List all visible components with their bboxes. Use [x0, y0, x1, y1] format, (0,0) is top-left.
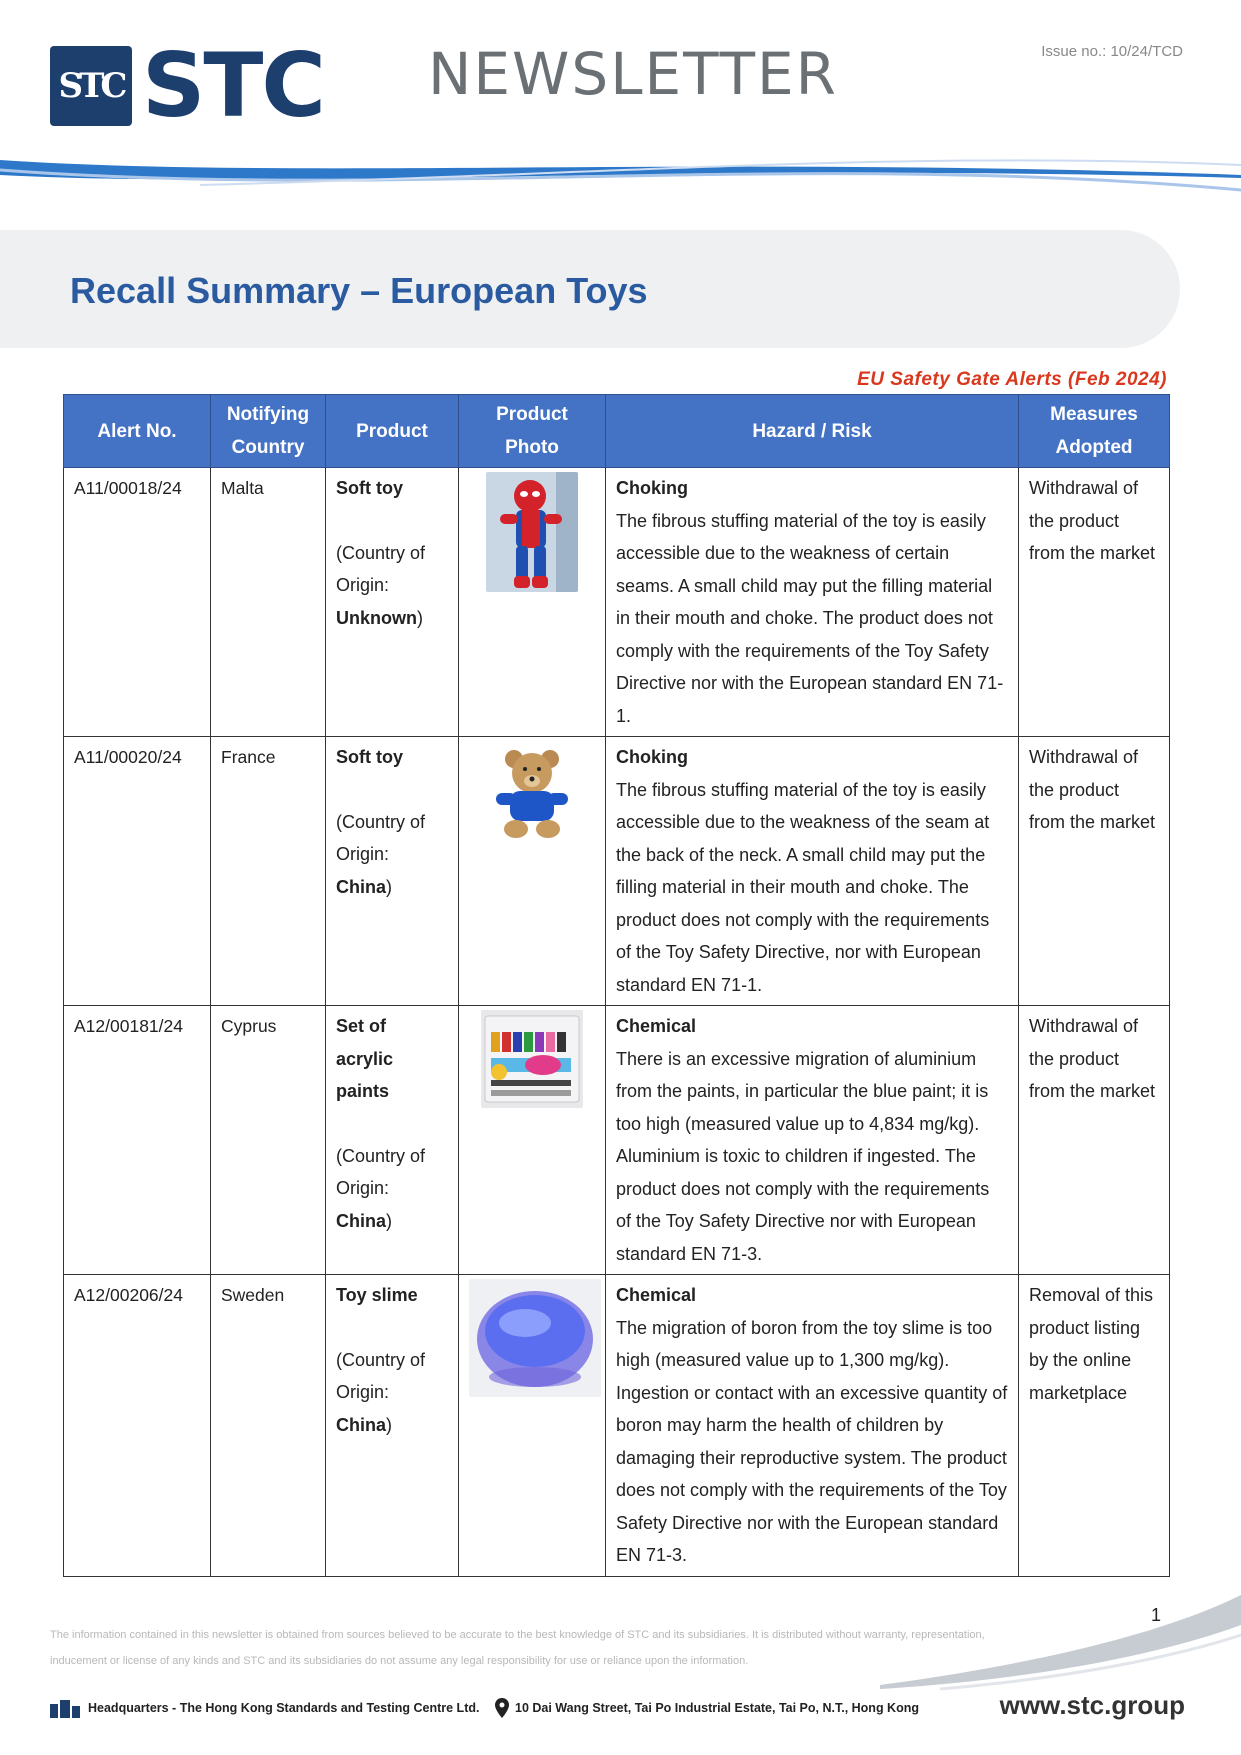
toy-slime-photo [469, 1279, 601, 1397]
product-cell: Set of acrylic paints (Country of Origin: China) [326, 1006, 459, 1275]
hazard-text: There is an excessive migration of aluminium from the paints, in particular the blue paint; it is too high (measured value up to 4,834 mg/kg). Aluminium is toxic to children if ingested. The product does not comply with the requirements of the Toy Safety Directive nor with European standard EN 71-3. [616, 1048, 990, 1264]
address-info [495, 1698, 919, 1718]
hazard-title: Choking [616, 478, 688, 498]
hazard-text: The fibrous stuffing material of the toy is easily accessible due to the weakness of the seam at the back of the neck. A small child may put the filling material in their mouth and choke. The product does not comply with the requirements of the Toy Safety Directive, nor with European standard EN 71-1. [616, 779, 990, 995]
table-header-row [64, 395, 1170, 468]
address-text: 10 Dai Wang Street, Tai Po Industrial Estate, Tai Po, N.T., Hong Kong [515, 1701, 919, 1715]
hazard-cell [606, 468, 1019, 737]
photo-cell [459, 468, 606, 737]
origin-prefix: (Country of Origin: [336, 1349, 426, 1402]
measures-cell: Withdrawal of the product from the market [1019, 468, 1170, 737]
measures-cell: Withdrawal of the product from the market [1019, 737, 1170, 1006]
alert-no-cell: A11/00018/24 [64, 468, 211, 737]
building-icon [48, 1698, 82, 1718]
header-swoosh-decoration [0, 130, 1241, 210]
product-name: Soft toy [336, 747, 403, 767]
alert-no-cell: A11/00020/24 [64, 737, 211, 1006]
page-number: 1 [1150, 1605, 1161, 1625]
header-product-photo: Product Photo [459, 395, 606, 468]
origin-value: China [336, 1414, 387, 1435]
website-link[interactable]: www.stc.group [999, 1690, 1185, 1720]
newsletter-label: NEWSLETTER [428, 40, 838, 108]
origin-prefix: (Country of Origin: [336, 811, 426, 864]
header-alert-no: Alert No. [64, 395, 211, 468]
alerts-caption: EU Safety Gate Alerts (Feb 2024) [857, 369, 1167, 390]
hazard-cell [606, 1006, 1019, 1275]
hazard-cell [606, 737, 1019, 1006]
alert-no-cell: A12/00206/24 [64, 1275, 211, 1577]
table-row [64, 1275, 1170, 1577]
header-hazard: Hazard / Risk [606, 395, 1019, 468]
stc-logo-mark: STC [50, 46, 132, 126]
acrylic-paint-set-photo [481, 1010, 583, 1108]
header-product: Product [326, 395, 459, 468]
table-row [64, 1006, 1170, 1275]
disclaimer-text: The information contained in this newsletter is obtained from sources believed to be accurate to the best knowledge of STC and its subsidiaries. It is distributed without warranty, representation, inducement or license of any kinds and STC and its subsidiaries do not assume any legal responsibility for use or reliance upon the information. [50, 1629, 985, 1667]
location-pin-icon [495, 1698, 509, 1718]
recall-table [63, 394, 1170, 1577]
header-notifying-country: Notifying Country [211, 395, 326, 468]
photo-cell [459, 1006, 606, 1275]
hazard-text: The migration of boron from the toy slime is too high (measured value up to 1,300 mg/kg). Ingestion or contact with an excessive quantity of boron may harm the health of children by damaging their reproductive system. The product does not comply with the requirements of the Toy Safety Directive nor with the European standard EN 71-3. [616, 1317, 1008, 1565]
page-title: Recall Summary – European Toys [70, 270, 648, 311]
origin-value: China [336, 1210, 387, 1231]
header-measures: Measures Adopted [1019, 395, 1170, 468]
photo-cell [459, 737, 606, 1006]
hazard-cell [606, 1275, 1019, 1577]
measures-cell: Withdrawal of the product from the market [1019, 1006, 1170, 1275]
table-row [64, 737, 1170, 1006]
issue-number: Issue no.: 10/24/TCD [1041, 43, 1183, 60]
origin-prefix: (Country of Origin: [336, 542, 426, 595]
product-name: Set of acrylic paints [336, 1016, 394, 1101]
photo-cell [459, 1275, 606, 1577]
hazard-title: Chemical [616, 1285, 697, 1305]
alert-no-cell: A12/00181/24 [64, 1006, 211, 1275]
headquarters-text: Headquarters - The Hong Kong Standards and Testing Centre Ltd. [88, 1701, 480, 1715]
country-cell: Sweden [211, 1275, 326, 1577]
product-cell: Soft toy (Country of Origin: China) [326, 737, 459, 1006]
product-name: Soft toy [336, 478, 403, 498]
table-row [64, 468, 1170, 737]
product-name: Toy slime [336, 1285, 418, 1305]
origin-value: Unknown [336, 607, 417, 628]
teddy-bear-photo [484, 741, 580, 845]
hazard-title: Chemical [616, 1016, 697, 1036]
headquarters-info [48, 1698, 479, 1718]
country-cell: Cyprus [211, 1006, 326, 1275]
stc-logo-text: STC [142, 34, 324, 137]
spiderman-plush-photo [486, 472, 578, 592]
origin-prefix: (Country of Origin: [336, 1145, 426, 1198]
origin-value: China [336, 876, 387, 897]
country-cell: Malta [211, 468, 326, 737]
hazard-text: The fibrous stuffing material of the toy is easily accessible due to the weakness of certain seams. A small child may put the filling material in their mouth and choke. The product does not comply with the requirements of the Toy Safety Directive nor with the European standard EN 71-1. [616, 510, 1004, 726]
product-cell: Toy slime (Country of Origin: China) [326, 1275, 459, 1577]
country-cell: France [211, 737, 326, 1006]
stc-logo [50, 34, 324, 137]
measures-cell: Removal of this product listing by the online marketplace [1019, 1275, 1170, 1577]
hazard-title: Choking [616, 747, 688, 767]
product-cell: Soft toy (Country of Origin: Unknown) [326, 468, 459, 737]
